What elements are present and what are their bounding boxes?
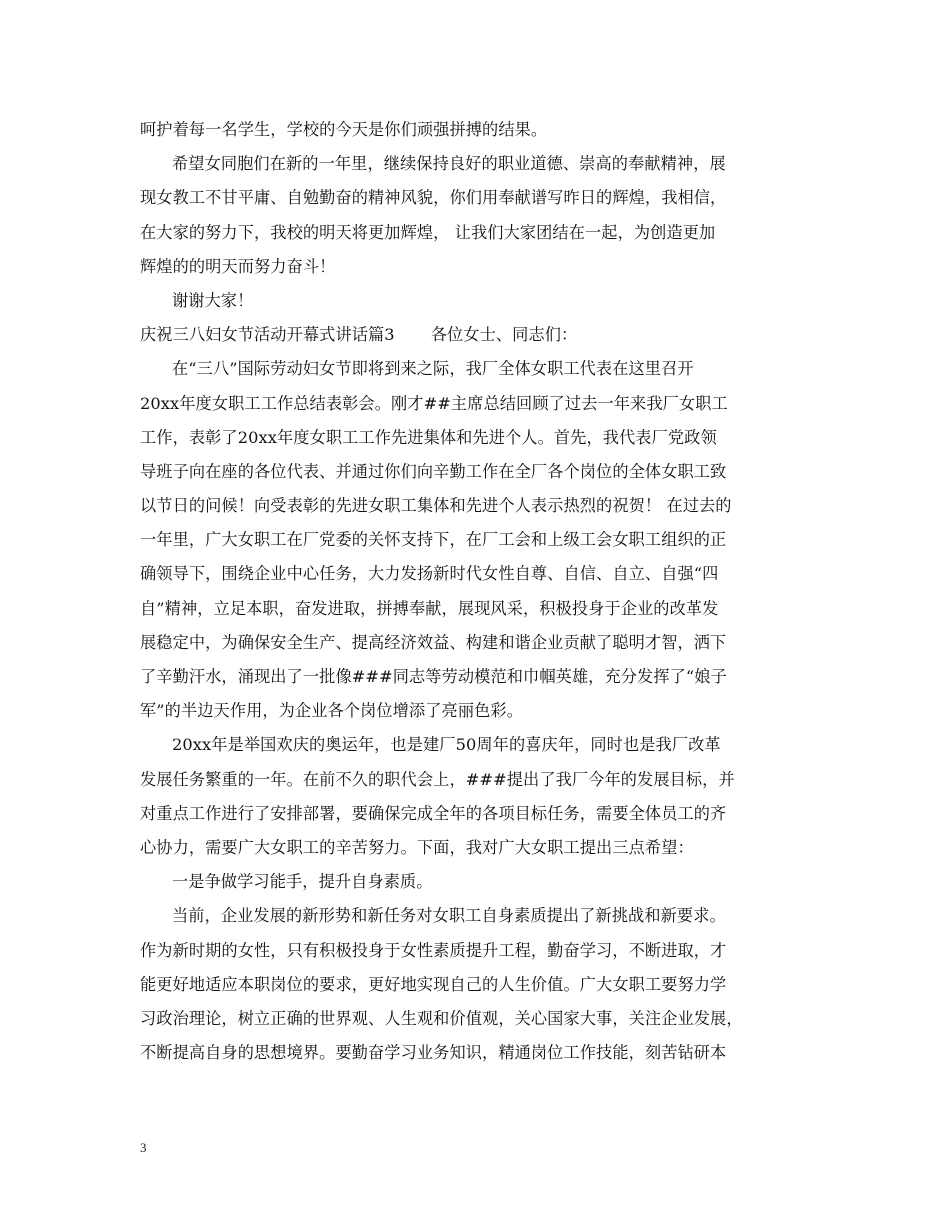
text-line: 自”精神，立足本职，奋发进取，拼搏奉献，展现风采，积极投身于企业的改革发: [140, 598, 719, 618]
text-line: 20xx年是举国欢庆的奥运年，也是建厂50周年的喜庆年，同时也是我厂改革: [172, 735, 721, 755]
text-line: 在“三八”国际劳动妇女节即将到来之际，我厂全体女职工代表在这里召开: [172, 359, 694, 379]
text-line: 能更好地适应本职岗位的要求，更好地实现自己的人生价值。广大女职工要努力学: [140, 974, 727, 994]
text-line: 不断提高自身的思想境界。要勤奋学习业务知识，精通岗位工作技能，刻苦钻研本: [140, 1043, 727, 1063]
text-line: 现女教工不甘平庸、自勉勤奋的精神风貌，你们用奉献谱写昨日的辉煌，我相信，: [140, 188, 727, 208]
text-line: 习政治理论，树立正确的世界观、人生观和价值观，关心国家大事，关注企业发展，: [140, 1008, 743, 1028]
text-line: 一年里，广大女职工在厂党委的关怀支持下，在厂工会和上级工会女职工组织的正: [140, 530, 727, 550]
text-line: 心协力，需要广大女职工的辛苦努力。下面，我对广大女职工提出三点希望：: [140, 837, 694, 857]
text-line: 在大家的努力下，我校的明天将更加辉煌， 让我们大家团结在一起，为创造更加: [140, 222, 716, 242]
text-line: 军”的半边天作用，为企业各个岗位增添了亮丽色彩。: [140, 701, 523, 721]
text-line: 当前，企业发展的新形势和新任务对女职工自身素质提出了新挑战和新要求。: [172, 906, 726, 926]
text-line: 一是争做学习能手，提升自身素质。: [172, 872, 433, 892]
text-line: 对重点工作进行了安排部署，要确保完成全年的各项目标任务，需要全体员工的齐: [140, 803, 727, 823]
text-line: 呵护着每一名学生，学校的今天是你们顽强拼搏的结果。: [140, 120, 548, 139]
text-line: 辉煌的的明天而努力奋斗！: [140, 256, 336, 276]
salutation: 各位女士、同志们：: [430, 325, 578, 345]
text-line: 展稳定中，为确保安全生产、提高经济效益、构建和谐企业贡献了聪明才智，洒下: [140, 632, 727, 652]
text-line: 作为新时期的女性，只有积极投身于女性素质提升工程，勤奋学习，不断进取，才: [140, 940, 727, 960]
text-line: 导班子向在座的各位代表、并通过你们向辛勤工作在全厂各个岗位的全体女职工致: [140, 461, 727, 481]
text-line: 发展任务繁重的一年。在前不久的职代会上，###提出了我厂今年的发展目标，并: [140, 769, 735, 789]
document-body: [140, 113, 815, 1070]
text-line: 20xx年度女职工工作总结表彰会。刚才##主席总结回顾了过去一年来我厂女职工: [140, 393, 728, 413]
page-number: 3: [140, 1140, 147, 1155]
section-heading-line: [140, 318, 815, 352]
section-title: 庆祝三八妇女节活动开幕式讲话篇3: [140, 325, 395, 345]
text-line: 了辛勤汗水，涌现出了一批像###同志等劳动模范和巾帼英雄，充分发挥了“娘子: [140, 667, 727, 686]
text-line: 谢谢大家！: [172, 290, 254, 310]
text-line: 工作，表彰了20xx年度女职工工作先进集体和先进个人。首先，我代表厂党政领: [140, 427, 717, 447]
text-line: 确领导下，围绕企业中心任务，大力发扬新时代女性自尊、自信、自立、自强“四: [140, 564, 719, 584]
text-line: 希望女同胞们在新的一年里，继续保持良好的职业道德、崇高的奉献精神，展: [172, 154, 726, 174]
text-line: 以节日的问候！向受表彰的先进女职工集体和先进个人表示热烈的祝贺！ 在过去的: [140, 496, 732, 516]
